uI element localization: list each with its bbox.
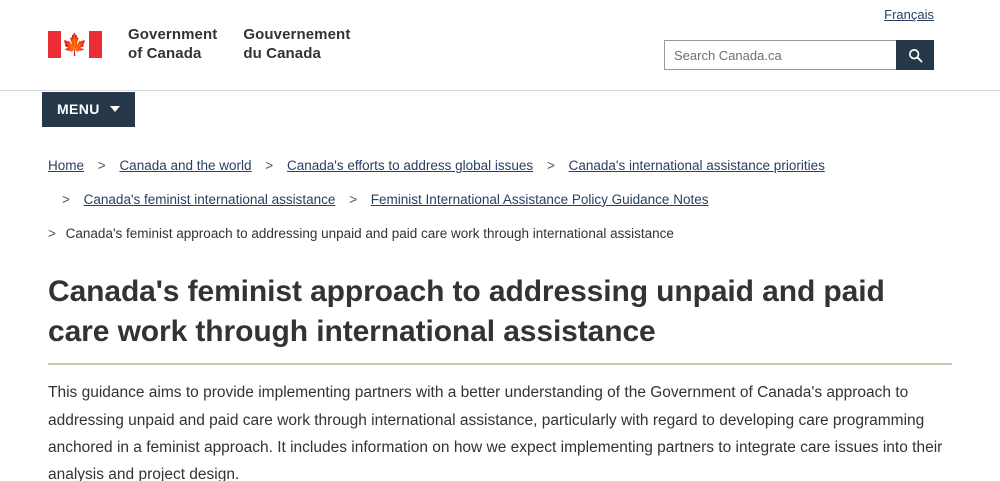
wordmark-english-line2: of Canada [128, 44, 202, 62]
breadcrumb-separator: > [349, 191, 358, 207]
breadcrumb-item-feminist-international-assistance[interactable]: Canada's feminist international assistance [83, 191, 336, 207]
search-icon [908, 48, 923, 63]
language-toggle-link[interactable]: Français [884, 7, 934, 22]
page-title: Canada's feminist approach to addressing unpaid and paid care work through international assistance [48, 275, 885, 348]
wordmark-english-line1: Government [128, 26, 218, 43]
intro-paragraph: This guidance aims to provide implementing partners with a better understanding of the Government of Canada's approach to addressing unpaid and paid care work through international assistance, particularly with regard to developing care programming anchored in a feminist approach. It includes information on how we expect implementing partners to integrate care issues into their analysis and project design. [48, 384, 943, 481]
menu-button[interactable] [42, 91, 135, 127]
breadcrumb [0, 131, 1000, 250]
breadcrumb-item-canada-and-the-world[interactable]: Canada and the world [119, 158, 252, 173]
breadcrumb-line-1 [48, 158, 825, 173]
breadcrumb-item-policy-guidance-notes[interactable]: Feminist International Assistance Policy Guidance Notes [370, 191, 709, 207]
wordmark-french-line2: du Canada [243, 44, 321, 62]
search-button[interactable] [896, 40, 934, 70]
canada-flag-icon: 🍁 [48, 31, 102, 58]
chevron-down-icon [110, 106, 120, 112]
breadcrumb-line-2 [48, 192, 708, 207]
wordmark-french [243, 26, 350, 64]
main-content [0, 250, 1000, 481]
wordmark-french-line1: Gouvernement [243, 26, 351, 43]
wordmark-english [128, 26, 217, 64]
menu-button-label: MENU [57, 101, 100, 117]
breadcrumb-line-3 [48, 226, 674, 241]
title-rule [48, 363, 952, 365]
goc-signature[interactable] [48, 26, 350, 64]
breadcrumb-item-home[interactable]: Home [48, 158, 85, 173]
breadcrumb-separator: > [48, 225, 56, 241]
breadcrumb-separator: > [62, 191, 70, 207]
breadcrumb-item-international-assistance-priorities[interactable]: Canada's international assistance priorities [568, 158, 825, 173]
main-menu-band [0, 91, 1000, 131]
site-search [664, 40, 934, 70]
goc-wordmark [128, 26, 350, 64]
site-header [0, 26, 1000, 82]
breadcrumb-separator: > [546, 158, 555, 173]
breadcrumb-item-current: Canada's feminist approach to addressing unpaid and paid care work through international assistance [65, 225, 674, 241]
language-bar [0, 0, 1000, 26]
breadcrumb-item-global-issues[interactable]: Canada's efforts to address global issues [286, 158, 534, 173]
breadcrumb-separator: > [97, 158, 106, 173]
breadcrumb-separator: > [265, 158, 274, 173]
search-input[interactable] [664, 40, 896, 70]
